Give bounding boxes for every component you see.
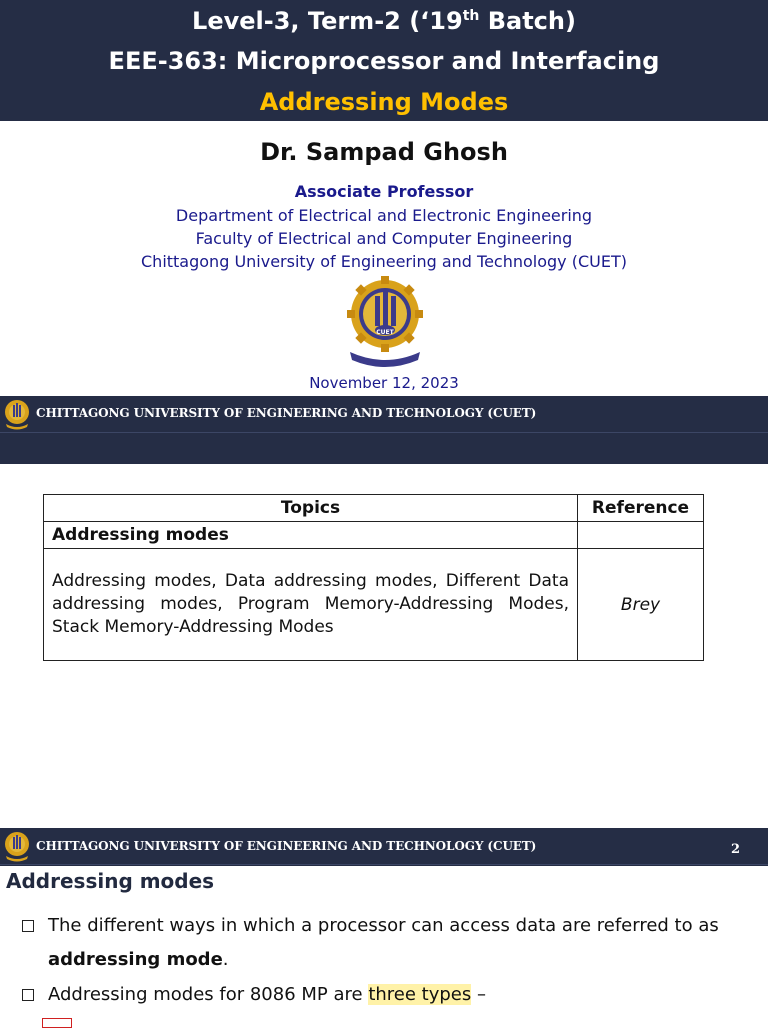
footer-university-name: CHITTAGONG UNIVERSITY OF ENGINEERING AND TECHNOLOGY (CUET) <box>36 406 537 420</box>
bullet-types: Addressing modes for 8086 MP are three types – <box>48 984 486 1005</box>
topics-table <box>43 494 704 661</box>
slide2-header-divider <box>0 864 768 865</box>
bullet-definition: The different ways in which a processor can access data are referred to as addressing mode. <box>48 915 719 970</box>
reference-cell: Brey <box>578 549 704 661</box>
square-bullet-icon <box>22 920 34 932</box>
square-bullet-icon <box>22 989 34 1001</box>
lecture-title: Addressing Modes <box>259 88 509 116</box>
topics-header: Topics <box>44 495 578 522</box>
footer-divider <box>0 432 768 433</box>
university: Chittagong University of Engineering and Technology (CUET) <box>141 252 627 271</box>
reference-header: Reference <box>578 495 704 522</box>
page-number: 2 <box>731 842 741 857</box>
course-level-title: Level-3, Term-2 (‘19th Batch) <box>192 7 576 35</box>
numbered-item-marker <box>42 1018 72 1028</box>
author-position: Associate Professor <box>294 182 474 201</box>
cuet-logo <box>344 276 426 368</box>
table-header-row <box>44 495 704 522</box>
cuet-mini-logo-icon <box>3 829 31 863</box>
empty-cell <box>578 522 704 549</box>
highlight-three-types: three types <box>368 984 472 1005</box>
logo-label: CUET <box>376 329 394 336</box>
presentation-date: November 12, 2023 <box>309 374 459 392</box>
section-title-cell: Addressing modes <box>44 522 578 549</box>
faculty: Faculty of Electrical and Computer Engineering <box>195 229 573 248</box>
author-name: Dr. Sampad Ghosh <box>260 138 508 166</box>
table-row <box>44 549 704 661</box>
topic-description-cell <box>44 549 578 661</box>
cuet-mini-logo-icon <box>3 397 31 431</box>
topic-description: Addressing modes, Data addressing modes, Different Data addressing modes, Program Memory-Addressing Modes, Stack Memory-Addressing Modes <box>52 571 570 637</box>
section-heading: Addressing modes <box>6 869 215 893</box>
slide2-header-university-name: CHITTAGONG UNIVERSITY OF ENGINEERING AND TECHNOLOGY (CUET) <box>36 839 537 853</box>
table-row <box>44 522 704 549</box>
course-title: EEE-363: Microprocessor and Interfacing <box>108 47 660 75</box>
department: Department of Electrical and Electronic Engineering <box>175 206 593 225</box>
